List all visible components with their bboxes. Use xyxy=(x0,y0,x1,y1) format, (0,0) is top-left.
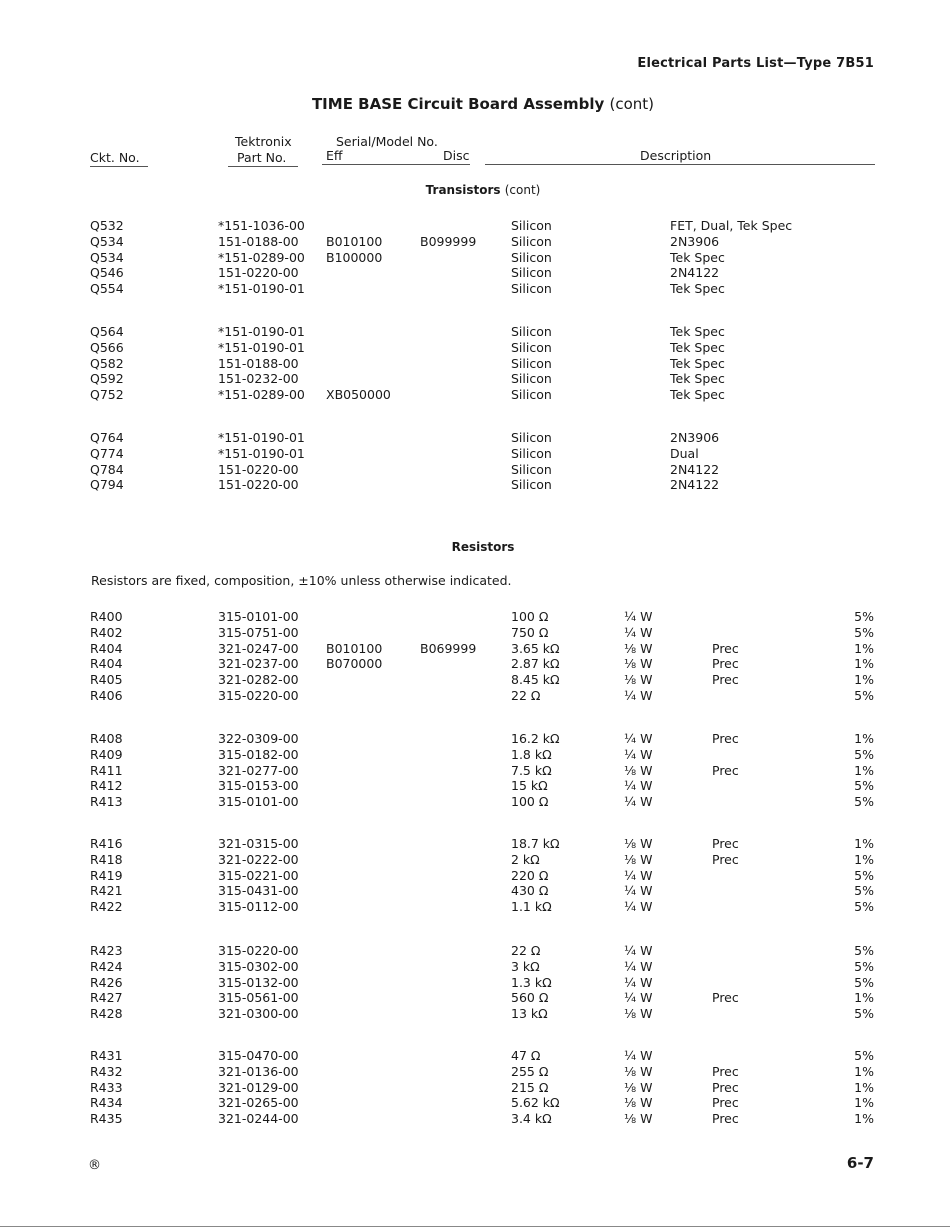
part-no: 151-0188-00 xyxy=(218,233,299,249)
ckt-no: Q774 xyxy=(90,445,124,461)
part-no: 321-0136-00 xyxy=(218,1063,299,1079)
ckt-no: Q566 xyxy=(90,339,124,355)
precision: Prec xyxy=(712,836,739,851)
material: Silicon xyxy=(511,324,552,339)
material: Silicon xyxy=(511,281,552,297)
part-no: *151-0190-01 xyxy=(218,324,305,339)
material: Silicon xyxy=(511,371,552,387)
part-no: 151-0232-00 xyxy=(218,371,299,387)
wattage: ⅛ W xyxy=(624,672,653,688)
col-description: Description xyxy=(640,148,712,163)
table-row xyxy=(0,430,950,446)
table-row xyxy=(0,959,950,975)
part-no: 321-0222-00 xyxy=(218,851,299,867)
part-no: 321-0277-00 xyxy=(218,762,299,778)
material: Silicon xyxy=(511,461,552,477)
ckt-no: R418 xyxy=(90,851,123,867)
registered-mark: ® xyxy=(88,1158,101,1173)
material: Silicon xyxy=(511,339,552,355)
ckt-no: Q534 xyxy=(90,233,124,249)
table-row xyxy=(0,281,950,297)
wattage: ¼ W xyxy=(624,899,653,915)
description: 2N4122 xyxy=(670,265,720,281)
resistance: 100 Ω xyxy=(511,609,549,624)
tolerance: 5% xyxy=(854,1006,874,1022)
part-no: *151-0289-00 xyxy=(218,387,305,403)
resistor-note: Resistors are fixed, composition, ±10% unless otherwise indicated. xyxy=(91,573,512,588)
part-no: 315-0101-00 xyxy=(218,794,299,810)
title-main: TIME BASE Circuit Board Assembly xyxy=(311,95,605,113)
wattage: ¼ W xyxy=(624,778,653,794)
part-no: 315-0182-00 xyxy=(218,746,299,762)
col-serial-model: Serial/Model No. xyxy=(336,134,438,149)
ckt-no: Q532 xyxy=(90,218,124,233)
rule-ckt xyxy=(90,166,148,167)
resistance: 1.8 kΩ xyxy=(511,746,552,762)
tolerance: 5% xyxy=(854,688,874,703)
precision: Prec xyxy=(712,731,739,746)
resistance: 5.62 kΩ xyxy=(511,1095,560,1111)
wattage: ¼ W xyxy=(624,958,653,974)
table-row xyxy=(0,1111,950,1127)
table-row xyxy=(0,609,950,625)
ckt-no: R433 xyxy=(90,1079,123,1095)
tolerance: 5% xyxy=(854,794,874,810)
table-row xyxy=(0,250,950,266)
part-no: 321-0237-00 xyxy=(218,656,299,672)
resistance: 750 Ω xyxy=(511,624,549,640)
ckt-no: R412 xyxy=(90,778,123,794)
part-no: *151-0190-01 xyxy=(218,339,305,355)
table-row xyxy=(0,672,950,688)
description: Tek Spec xyxy=(670,387,725,403)
tolerance: 5% xyxy=(854,899,874,915)
wattage: ¼ W xyxy=(624,1048,653,1063)
table-row xyxy=(0,763,950,779)
col-disc: Disc xyxy=(443,148,470,163)
table-row xyxy=(0,1080,950,1096)
description: Tek Spec xyxy=(670,339,725,355)
resistance: 22 Ω xyxy=(511,688,541,703)
tolerance: 5% xyxy=(854,624,874,640)
ckt-no: Q592 xyxy=(90,371,124,387)
wattage: ¼ W xyxy=(624,624,653,640)
part-no: 315-0112-00 xyxy=(218,899,299,915)
ckt-no: R405 xyxy=(90,672,123,688)
ckt-no: R413 xyxy=(90,794,123,810)
wattage: ¼ W xyxy=(624,688,653,703)
precision: Prec xyxy=(712,762,739,778)
serial-eff: B100000 xyxy=(326,249,383,265)
tolerance: 1% xyxy=(854,762,874,778)
description: Tek Spec xyxy=(670,324,725,339)
part-no: 315-0101-00 xyxy=(218,609,299,624)
tolerance: 1% xyxy=(854,990,874,1006)
wattage: ¼ W xyxy=(624,867,653,883)
table-row xyxy=(0,852,950,868)
wattage: ¼ W xyxy=(624,731,653,746)
resistance: 47 Ω xyxy=(511,1048,541,1063)
table-row xyxy=(0,340,950,356)
resistance: 15 kΩ xyxy=(511,778,548,794)
part-no: *151-0190-01 xyxy=(218,445,305,461)
resistance: 3.65 kΩ xyxy=(511,640,560,656)
ckt-no: Q794 xyxy=(90,477,124,493)
tolerance: 5% xyxy=(854,974,874,990)
resistance: 7.5 kΩ xyxy=(511,762,552,778)
part-no: 315-0132-00 xyxy=(218,974,299,990)
wattage: ⅛ W xyxy=(624,640,653,656)
table-row xyxy=(0,265,950,281)
tolerance: 5% xyxy=(854,883,874,899)
part-no: 151-0188-00 xyxy=(218,355,299,371)
resistance: 1.1 kΩ xyxy=(511,899,552,915)
wattage: ⅛ W xyxy=(624,656,653,672)
table-row xyxy=(0,1064,950,1080)
precision: Prec xyxy=(712,1079,739,1095)
table-row xyxy=(0,234,950,250)
ckt-no: R423 xyxy=(90,943,123,958)
wattage: ¼ W xyxy=(624,883,653,899)
table-row xyxy=(0,688,950,704)
ckt-no: R426 xyxy=(90,974,123,990)
resistance: 2.87 kΩ xyxy=(511,656,560,672)
ckt-no: Q554 xyxy=(90,281,124,297)
tolerance: 5% xyxy=(854,778,874,794)
resistance: 2 kΩ xyxy=(511,851,540,867)
table-row xyxy=(0,899,950,915)
table-row xyxy=(0,218,950,234)
table-row xyxy=(0,1095,950,1111)
part-no: 315-0220-00 xyxy=(218,688,299,703)
precision: Prec xyxy=(712,1063,739,1079)
material: Silicon xyxy=(511,387,552,403)
ckt-no: R435 xyxy=(90,1111,123,1127)
transistors-title: Transistors xyxy=(425,183,501,197)
table-row xyxy=(0,868,950,884)
table-row xyxy=(0,990,950,1006)
part-no: 315-0751-00 xyxy=(218,624,299,640)
ckt-no: Q752 xyxy=(90,387,124,403)
col-tektronix: Tektronix xyxy=(235,134,292,149)
ckt-no: R428 xyxy=(90,1006,123,1022)
precision: Prec xyxy=(712,990,739,1006)
part-no: 321-0265-00 xyxy=(218,1095,299,1111)
precision: Prec xyxy=(712,640,739,656)
part-no: 315-0221-00 xyxy=(218,867,299,883)
wattage: ⅛ W xyxy=(624,1006,653,1022)
tolerance: 1% xyxy=(854,851,874,867)
running-header: Electrical Parts List—Type 7B51 xyxy=(637,56,874,71)
description: Tek Spec xyxy=(670,249,725,265)
wattage: ⅛ W xyxy=(624,1095,653,1111)
material: Silicon xyxy=(511,249,552,265)
ckt-no: R424 xyxy=(90,958,123,974)
description: Dual xyxy=(670,445,699,461)
ckt-no: R400 xyxy=(90,609,123,624)
wattage: ¼ W xyxy=(624,974,653,990)
resistance: 18.7 kΩ xyxy=(511,836,560,851)
tolerance: 5% xyxy=(854,609,874,624)
serial-eff: B070000 xyxy=(326,656,383,672)
tolerance: 1% xyxy=(854,656,874,672)
wattage: ⅛ W xyxy=(624,1063,653,1079)
precision: Prec xyxy=(712,1095,739,1111)
tolerance: 1% xyxy=(854,1063,874,1079)
wattage: ⅛ W xyxy=(624,762,653,778)
part-no: *151-1036-00 xyxy=(218,218,305,233)
table-row xyxy=(0,387,950,403)
ckt-no: R427 xyxy=(90,990,123,1006)
ckt-no: Q784 xyxy=(90,461,124,477)
description: Tek Spec xyxy=(670,281,725,297)
precision: Prec xyxy=(712,1111,739,1127)
ckt-no: R419 xyxy=(90,867,123,883)
resistance: 3.4 kΩ xyxy=(511,1111,552,1127)
resistance: 215 Ω xyxy=(511,1079,549,1095)
part-no: 315-0470-00 xyxy=(218,1048,299,1063)
resistance: 16.2 kΩ xyxy=(511,731,560,746)
resistance: 1.3 kΩ xyxy=(511,974,552,990)
table-row xyxy=(0,1048,950,1064)
ckt-no: R408 xyxy=(90,731,123,746)
ckt-no: R432 xyxy=(90,1063,123,1079)
part-no: 315-0302-00 xyxy=(218,958,299,974)
part-no: 321-0300-00 xyxy=(218,1006,299,1022)
ckt-no: Q564 xyxy=(90,324,124,339)
ckt-no: Q764 xyxy=(90,430,124,445)
resistance: 3 kΩ xyxy=(511,958,540,974)
rule-serial xyxy=(322,164,470,165)
table-row xyxy=(0,477,950,493)
material: Silicon xyxy=(511,477,552,493)
ckt-no: R406 xyxy=(90,688,123,703)
wattage: ¼ W xyxy=(624,609,653,624)
description: 2N4122 xyxy=(670,461,720,477)
resistance: 560 Ω xyxy=(511,990,549,1006)
ckt-no: R404 xyxy=(90,656,123,672)
description: Tek Spec xyxy=(670,371,725,387)
part-no: 315-0561-00 xyxy=(218,990,299,1006)
table-row xyxy=(0,446,950,462)
ckt-no: Q546 xyxy=(90,265,124,281)
precision: Prec xyxy=(712,851,739,867)
description: 2N3906 xyxy=(670,233,720,249)
part-no: 321-0129-00 xyxy=(218,1079,299,1095)
title-cont: (cont) xyxy=(609,95,655,113)
resistance: 13 kΩ xyxy=(511,1006,548,1022)
precision: Prec xyxy=(712,672,739,688)
ckt-no: R434 xyxy=(90,1095,123,1111)
part-no: 321-0315-00 xyxy=(218,836,299,851)
part-no: 151-0220-00 xyxy=(218,265,299,281)
table-row xyxy=(0,371,950,387)
resistance: 430 Ω xyxy=(511,883,549,899)
col-eff: Eff xyxy=(326,148,343,163)
wattage: ⅛ W xyxy=(624,851,653,867)
material: Silicon xyxy=(511,355,552,371)
tolerance: 1% xyxy=(854,672,874,688)
ckt-no: R402 xyxy=(90,624,123,640)
table-row xyxy=(0,731,950,747)
serial-disc: B069999 xyxy=(420,640,477,656)
col-ckt-no: Ckt. No. xyxy=(90,150,140,165)
tolerance: 5% xyxy=(854,943,874,958)
page-title xyxy=(0,95,950,113)
part-no: 151-0220-00 xyxy=(218,477,299,493)
part-no: 322-0309-00 xyxy=(218,731,299,746)
serial-disc: B099999 xyxy=(420,233,477,249)
part-no: 151-0220-00 xyxy=(218,461,299,477)
rule-part xyxy=(228,166,298,167)
material: Silicon xyxy=(511,265,552,281)
tolerance: 1% xyxy=(854,1079,874,1095)
ckt-no: R431 xyxy=(90,1048,123,1063)
tolerance: 5% xyxy=(854,867,874,883)
tolerance: 1% xyxy=(854,836,874,851)
rule-description xyxy=(485,164,875,165)
ckt-no: Q534 xyxy=(90,249,124,265)
part-no: *151-0190-01 xyxy=(218,430,305,445)
resistance: 255 Ω xyxy=(511,1063,549,1079)
serial-eff: XB050000 xyxy=(326,387,391,403)
table-row xyxy=(0,778,950,794)
part-no: *151-0289-00 xyxy=(218,249,305,265)
table-row xyxy=(0,625,950,641)
part-no: 321-0282-00 xyxy=(218,672,299,688)
part-no: 315-0153-00 xyxy=(218,778,299,794)
bottom-rule xyxy=(0,1226,950,1227)
tolerance: 5% xyxy=(854,958,874,974)
ckt-no: R421 xyxy=(90,883,123,899)
ckt-no: R422 xyxy=(90,899,123,915)
material: Silicon xyxy=(511,218,552,233)
tolerance: 1% xyxy=(854,640,874,656)
table-row xyxy=(0,324,950,340)
ckt-no: R416 xyxy=(90,836,123,851)
table-row xyxy=(0,641,950,657)
transistors-cont: (cont) xyxy=(504,183,541,197)
tolerance: 1% xyxy=(854,731,874,746)
description: 2N3906 xyxy=(670,430,720,445)
page-number: 6-7 xyxy=(846,1154,874,1172)
ckt-no: Q582 xyxy=(90,355,124,371)
description: FET, Dual, Tek Spec xyxy=(670,218,793,233)
part-no: *151-0190-01 xyxy=(218,281,305,297)
wattage: ⅛ W xyxy=(624,1079,653,1095)
table-row xyxy=(0,747,950,763)
material: Silicon xyxy=(511,445,552,461)
resistance: 100 Ω xyxy=(511,794,549,810)
part-no: 315-0431-00 xyxy=(218,883,299,899)
table-row xyxy=(0,943,950,959)
description: 2N4122 xyxy=(670,477,720,493)
serial-eff: B010100 xyxy=(326,233,383,249)
wattage: ⅛ W xyxy=(624,836,653,851)
wattage: ¼ W xyxy=(624,990,653,1006)
col-part-no: Part No. xyxy=(237,150,287,165)
table-row xyxy=(0,462,950,478)
precision: Prec xyxy=(712,656,739,672)
wattage: ¼ W xyxy=(624,943,653,958)
part-no: 321-0244-00 xyxy=(218,1111,299,1127)
resistance: 22 Ω xyxy=(511,943,541,958)
table-row xyxy=(0,356,950,372)
wattage: ¼ W xyxy=(624,794,653,810)
wattage: ⅛ W xyxy=(624,1111,653,1127)
resistance: 8.45 kΩ xyxy=(511,672,560,688)
resistance: 220 Ω xyxy=(511,867,549,883)
serial-eff: B010100 xyxy=(326,640,383,656)
part-no: 315-0220-00 xyxy=(218,943,299,958)
table-row xyxy=(0,975,950,991)
material: Silicon xyxy=(511,233,552,249)
resistors-heading: Resistors xyxy=(451,540,515,554)
material: Silicon xyxy=(511,430,552,445)
part-no: 321-0247-00 xyxy=(218,640,299,656)
table-row xyxy=(0,794,950,810)
ckt-no: R411 xyxy=(90,762,123,778)
wattage: ¼ W xyxy=(624,746,653,762)
table-row xyxy=(0,656,950,672)
tolerance: 1% xyxy=(854,1095,874,1111)
tolerance: 5% xyxy=(854,1048,874,1063)
transistors-heading xyxy=(0,183,950,197)
table-row xyxy=(0,883,950,899)
tolerance: 5% xyxy=(854,746,874,762)
table-row xyxy=(0,1006,950,1022)
description: Tek Spec xyxy=(670,355,725,371)
table-row xyxy=(0,836,950,852)
ckt-no: R404 xyxy=(90,640,123,656)
tolerance: 1% xyxy=(854,1111,874,1127)
ckt-no: R409 xyxy=(90,746,123,762)
